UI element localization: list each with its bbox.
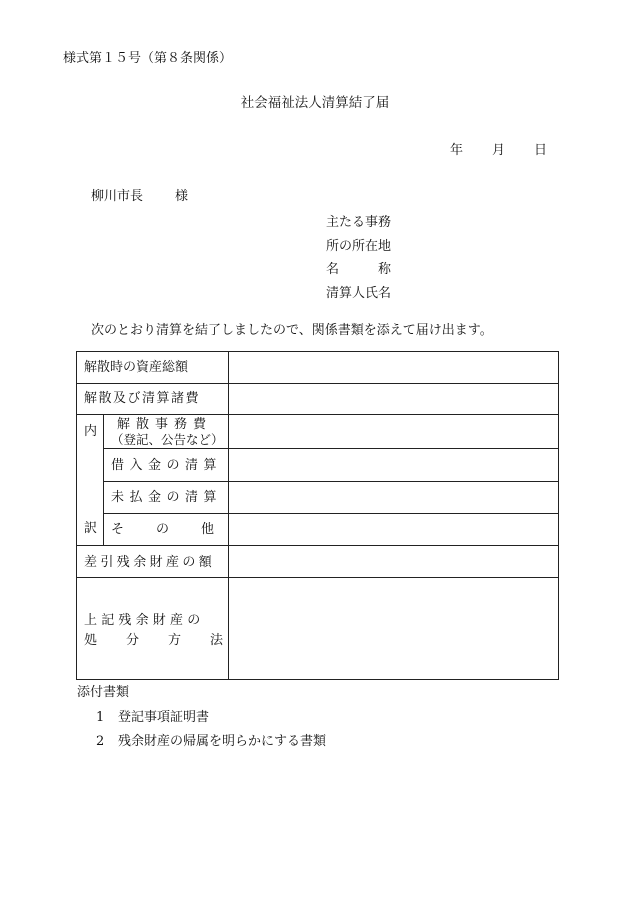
addressee [91,190,188,203]
sub-loan-settlement-label: 借入金の清算 [111,458,223,473]
form-number: 様式第１５号（第８条関係） [63,51,233,66]
applicant-liquidator-label: 清算人氏名 [326,285,392,301]
liquidation-expenses-input[interactable] [230,384,556,413]
addressee-honorific: 様 [175,189,189,204]
sub-dissolution-office-note: （登記、公告など） [111,432,224,447]
applicant-address-label-2: 所の所在地 [326,238,392,254]
dissolution-office-input[interactable] [230,415,556,447]
date-year-label: 年 [450,143,464,158]
sub-unpaid-settlement-label: 未払金の清算 [111,490,223,505]
applicant-name-label: 名 称 [326,262,392,277]
other-input[interactable] [230,514,556,544]
breakdown-label-bottom: 訳 [84,521,98,536]
liquidation-table [76,351,559,680]
sub-dissolution-office-label: 解散事務費 [117,417,213,432]
intro-statement: 次のとおり清算を結了しましたので、関係書類を添えて届け出ます。 [91,323,493,338]
row-liquidation-expenses-label: 解散及び清算諸費 [84,391,201,406]
residual-assets-input[interactable] [230,546,556,576]
row-total-assets-label: 解散時の資産総額 [84,360,189,375]
applicant-block [326,211,392,305]
sub-other-label: その他 [111,522,247,537]
attachment-item: 2 残余財産の帰属を明らかにする書類 [96,734,327,749]
date-day-label: 日 [534,143,548,158]
loan-settlement-input[interactable] [230,449,556,480]
attachments-title: 添付書類 [77,685,130,700]
applicant-address-label-1: 主たる事務 [326,215,392,230]
disposal-method-input[interactable] [230,578,556,678]
addressee-name: 柳川市長 [91,189,144,204]
row-disposal-method-label-2: 処分方法 [84,633,253,648]
row-disposal-method-label-1: 上記残余財産の [84,613,205,628]
breakdown-label-top: 内 [84,424,98,439]
date-month-label: 月 [492,143,506,158]
row-residual-assets-label: 差引残余財産の額 [84,555,216,570]
attachment-item: 1 登記事項証明書 [96,710,210,725]
document-title: 社会福祉法人清算結了届 [240,95,390,111]
total-assets-input[interactable] [230,353,556,382]
unpaid-settlement-input[interactable] [230,482,556,512]
